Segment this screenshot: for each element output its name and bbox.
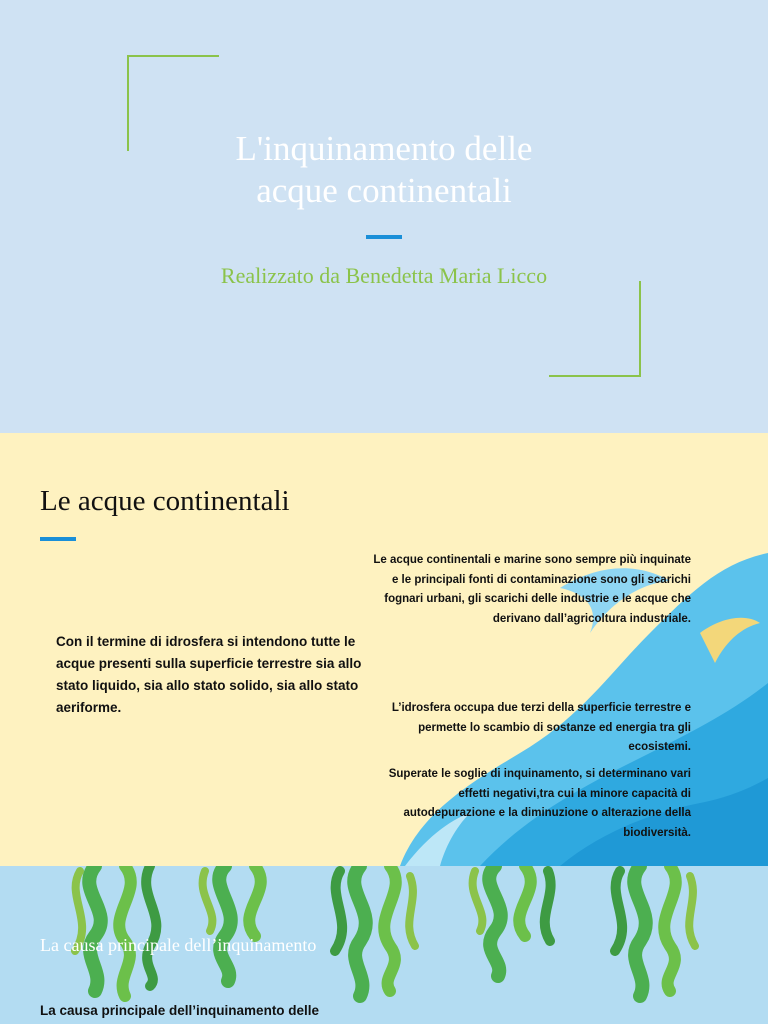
slide-body-text: La causa principale dell’inquinamento delle [40,1003,320,1018]
slide-accent-bar [40,537,76,541]
pollution-sources-paragraph: Le acque continentali e marine sono sempre più inquinate e le principali fonti di contaminazione sono gli scarichi fognari urbani, gli scarichi delle industrie e le acque che derivano dall’agricoltura industriale. [373,554,691,625]
presentation-title [0,128,768,212]
cause-slide [0,866,768,1024]
corner-frame-bottom-right [549,281,641,377]
slide-title: La causa principale dell’inquinamento [40,935,317,955]
effects-paragraph: Superate le soglie di inquinamento, si determinano vari effetti negativi,tra cui la minore capacità di autodepurazione e la diminuzione o alterazione della biodiversità. [388,768,691,839]
title-line-2: acque continentali [256,171,512,210]
content-slide [0,433,768,866]
idrosfera-paragraph: L’idrosfera occupa due terzi della superficie terrestre e permette lo scambio di sostanze ed energia tra gli ecosistemi. [391,702,691,753]
title-accent-bar [366,235,402,239]
title-line-1: L'inquinamento delle [235,129,533,168]
title-slide [0,0,768,433]
idrosfera-definition: Con il termine di idrosfera si intendono tutte le acque presenti sulla superficie terrestre sia allo stato liquido, sia allo stato solido, sia allo stato aeriforme. [56,634,362,715]
slide-title: Le acque continentali [40,485,290,517]
presentation-subtitle: Realizzato da Benedetta Maria Licco [220,263,548,288]
